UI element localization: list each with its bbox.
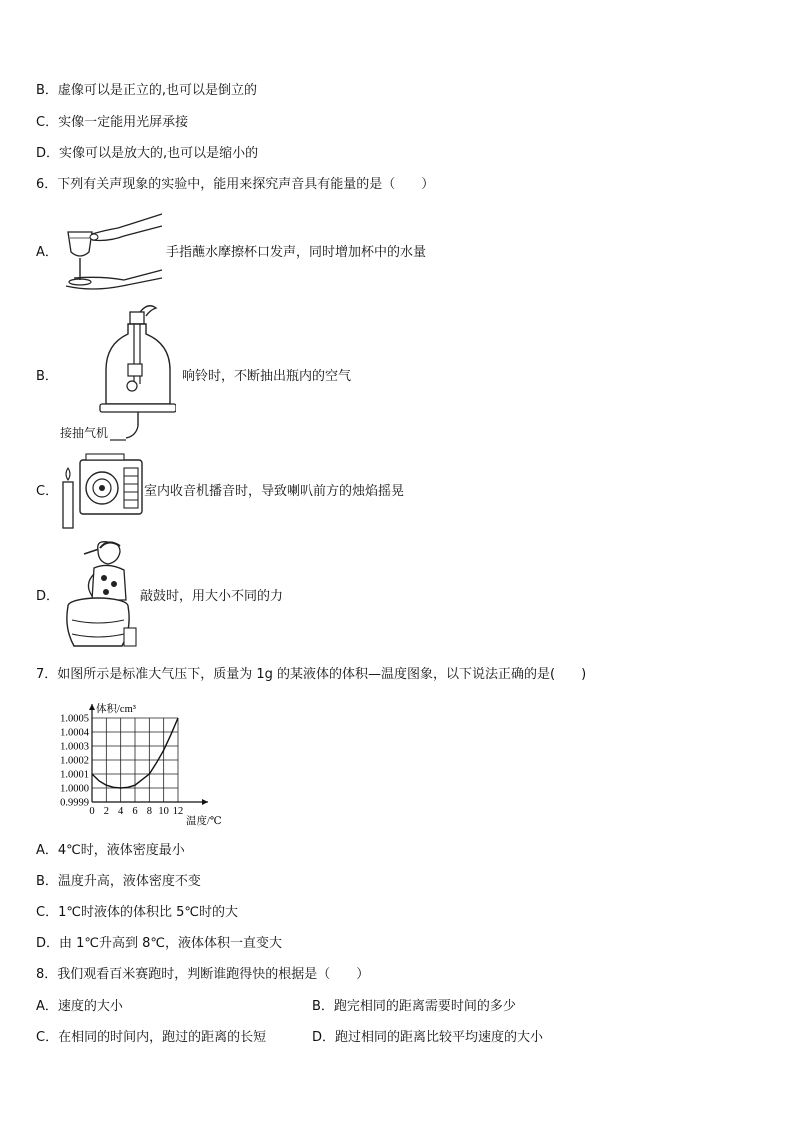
option-letter: C．	[36, 115, 59, 130]
option-letter: A．	[36, 843, 58, 858]
q5-option-c	[36, 114, 188, 132]
q8-option-b	[312, 998, 516, 1016]
chart-grid	[92, 718, 178, 802]
chart-axes	[89, 704, 208, 805]
x-tick-label: 0	[89, 806, 95, 817]
q6-option-a-text: 手指蘸水摩擦杯口发声，同时增加杯中的水量	[166, 245, 427, 260]
x-tick-label: 4	[118, 806, 124, 817]
option-letter: B．	[36, 83, 58, 98]
option-letter: A．	[36, 999, 58, 1014]
y-tick-label: 1.0002	[60, 755, 89, 767]
q6-option-b-text: 响铃时，不断抽出瓶内的空气	[182, 369, 352, 384]
q8-option-c	[36, 1029, 266, 1047]
q8-option-d	[312, 1029, 543, 1047]
q7-option-a	[36, 842, 185, 860]
option-text: 1℃时液体的体积比 5℃时的大	[58, 905, 238, 920]
q5-option-d	[36, 145, 258, 163]
option-text: 跑过相同的距离比较平均速度的大小	[335, 1030, 544, 1045]
x-tick-label: 6	[132, 806, 138, 817]
option-text: 实像可以是放大的,也可以是缩小的	[59, 146, 259, 161]
x-tick-label: 2	[103, 806, 109, 817]
option-text: 虚像可以是正立的,也可以是倒立的	[57, 83, 258, 98]
y-axis-label: 体积/cm³	[96, 704, 136, 715]
option-text: 由 1℃升高到 8℃，液体体积一直变大	[59, 936, 283, 951]
option-letter: D．	[36, 936, 60, 951]
y-tick-label: 0.9999	[60, 797, 89, 809]
option-text: 4℃时，液体密度最小	[57, 843, 185, 858]
option-text: 速度的大小	[57, 999, 123, 1014]
q8-option-a	[36, 998, 123, 1016]
y-tick-label: 1.0003	[60, 741, 89, 753]
option-letter: D．	[312, 1030, 336, 1045]
q6-option-b-letter: B．	[36, 369, 58, 384]
q6-stem: 6．下列有关声现象的实验中，能用来探究声音具有能量的是（ ）	[36, 177, 435, 192]
q6-option-c-text: 室内收音机播音时，导致喇叭前方的烛焰摇晃	[144, 484, 405, 499]
option-letter: C．	[36, 905, 59, 920]
q8-stem: 8．我们观看百米赛跑时，判断谁跑得快的根据是（ ）	[36, 967, 370, 982]
q6-option-d-letter: D．	[36, 589, 60, 604]
q7-option-d	[36, 935, 282, 953]
volume-temperature-chart	[40, 700, 250, 830]
wine-glass-finger-icon	[62, 212, 166, 294]
q6-option-b-caption: 接抽气机	[60, 426, 109, 440]
drummer-icon	[58, 538, 140, 654]
q7-option-c	[36, 904, 238, 922]
x-axis-label: 温度/℃	[186, 816, 222, 827]
x-tick-label: 8	[146, 806, 152, 817]
q6-option-a-letter: A．	[36, 245, 58, 260]
option-text: 在相同的时间内，跑过的距离的长短	[58, 1030, 267, 1045]
option-letter: B．	[36, 874, 58, 889]
y-tick-label: 1.0005	[60, 713, 89, 725]
y-tick-label: 1.0004	[60, 727, 89, 739]
option-text: 温度升高，液体密度不变	[57, 874, 201, 889]
q5-option-b	[36, 82, 257, 100]
option-letter: C．	[36, 1030, 59, 1045]
q6-option-d-text: 敲鼓时，用大小不同的力	[140, 589, 284, 604]
radio-candle-icon	[58, 452, 146, 534]
y-axis-arrow	[89, 704, 95, 710]
x-tick-label: 12	[172, 806, 184, 817]
q7-stem: 7．如图所示是标准大气压下，质量为 1g 的某液体的体积—温度图象，以下说法正确的是( )	[36, 667, 587, 682]
x-axis-arrow	[202, 799, 208, 805]
option-letter: B．	[312, 999, 334, 1014]
option-text: 跑完相同的距离需要时间的多少	[333, 999, 516, 1014]
q6-option-c-letter: C．	[36, 484, 59, 499]
y-tick-label: 1.0001	[60, 769, 89, 781]
y-tick-label: 1.0000	[60, 783, 89, 795]
option-letter: D．	[36, 146, 60, 161]
x-tick-label: 10	[158, 806, 169, 817]
q7-option-b	[36, 873, 201, 891]
option-text: 实像一定能用光屏承接	[58, 115, 189, 130]
